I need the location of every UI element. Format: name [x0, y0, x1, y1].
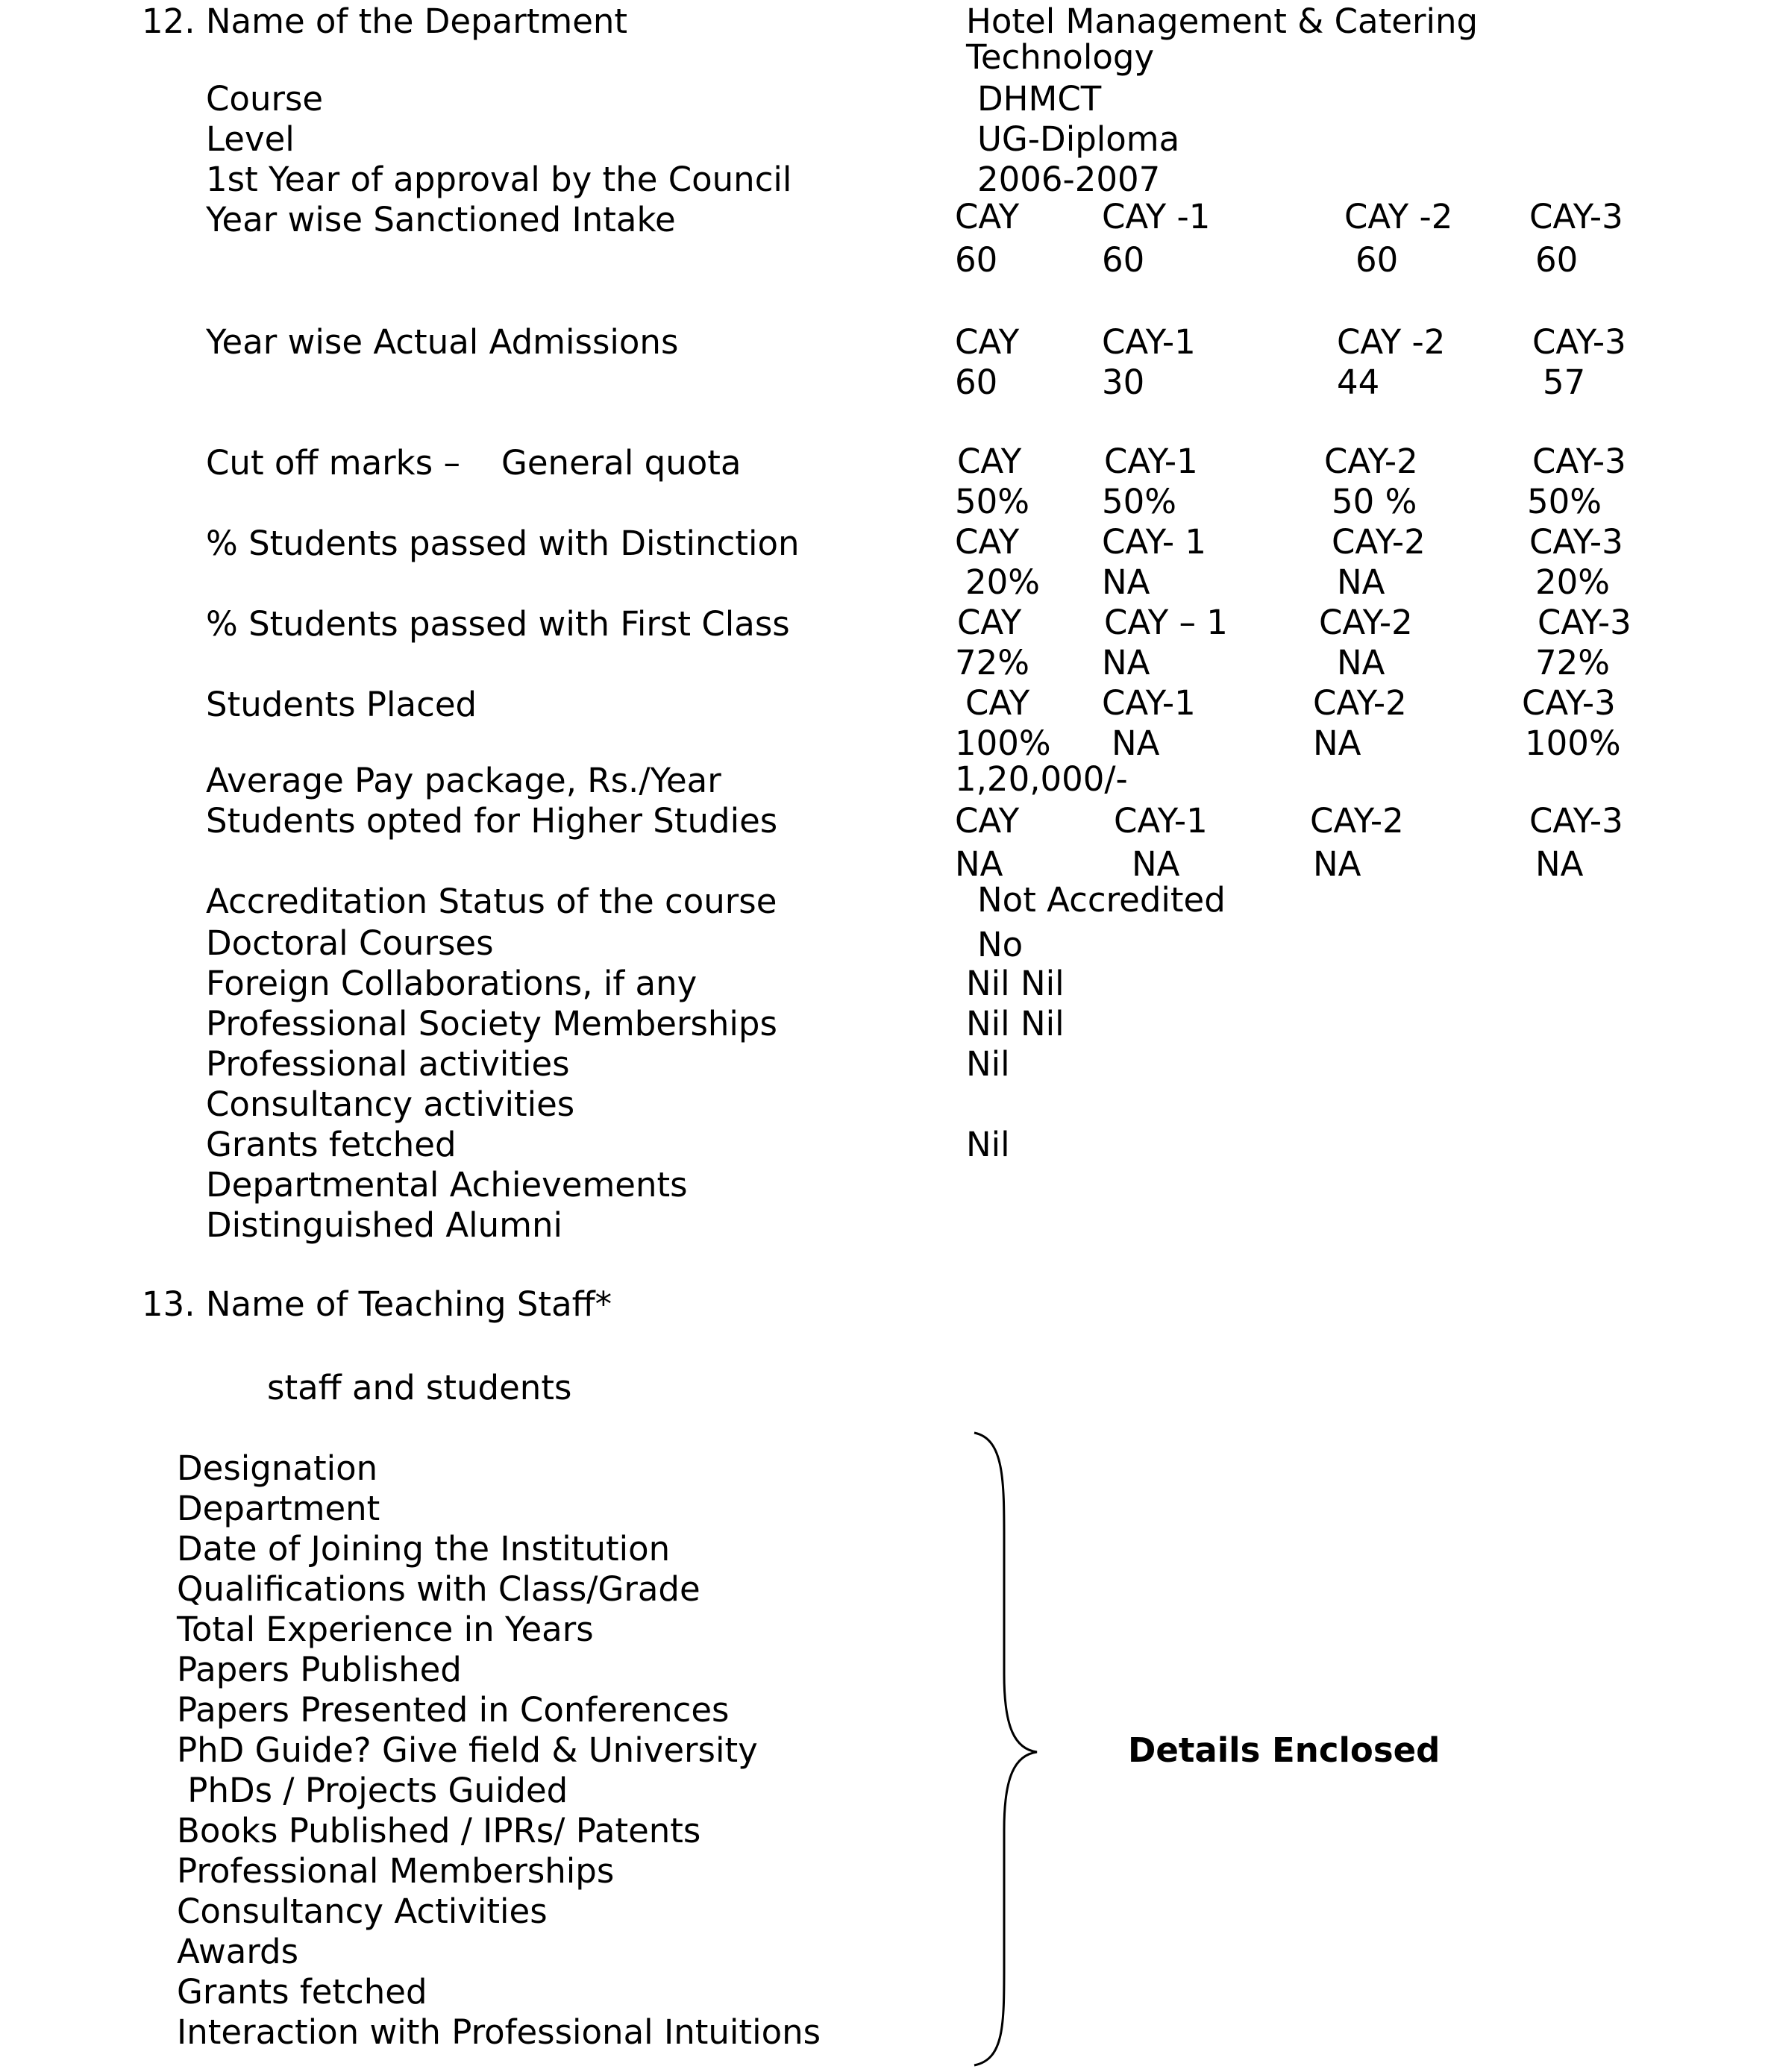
cutoff-header: CAY-3 — [1532, 442, 1626, 481]
distinction-value: NA — [1102, 562, 1150, 602]
doctoral-courses-value: No — [977, 925, 1024, 964]
staff-item: Designation — [177, 1448, 378, 1488]
staff-item: Papers Published — [177, 1650, 462, 1689]
first-class-header: CAY — [957, 603, 1022, 642]
first-class-value: NA — [1102, 643, 1150, 682]
intake-value: 60 — [1535, 240, 1579, 280]
right-brace — [962, 1428, 1044, 2070]
intake-value: 60 — [1355, 240, 1399, 280]
higher-studies-header: CAY-1 — [1114, 801, 1208, 841]
staff-item: Total Experience in Years — [177, 1610, 594, 1649]
details-enclosed: Details Enclosed — [1128, 1730, 1441, 1770]
staff-item: Awards — [177, 1932, 299, 1971]
course-label: Course — [206, 79, 324, 119]
intake-header: CAY -1 — [1102, 197, 1211, 236]
intake-header: CAY-3 — [1529, 197, 1623, 236]
consultancy-activities-label: Consultancy activities — [206, 1084, 575, 1124]
distinction-value: NA — [1337, 562, 1385, 602]
placed-header: CAY-2 — [1313, 683, 1407, 723]
cutoff-sub-label: General quota — [501, 443, 742, 483]
admissions-value: 30 — [1102, 362, 1145, 402]
actual-admissions-label: Year wise Actual Admissions — [206, 322, 679, 362]
staff-item: PhD Guide? Give field & University — [177, 1730, 758, 1770]
distinction-header: CAY- 1 — [1102, 522, 1207, 562]
cutoff-value: 50% — [955, 482, 1030, 521]
level-value: UG-Diploma — [977, 119, 1180, 159]
cutoff-header: CAY — [957, 442, 1022, 481]
placed-header: CAY-3 — [1522, 683, 1616, 723]
cutoff-header: CAY-2 — [1324, 442, 1418, 481]
higher-studies-value: NA — [955, 844, 1003, 884]
higher-studies-header: CAY-3 — [1529, 801, 1623, 841]
distinguished-alumni-label: Distinguished Alumni — [206, 1205, 563, 1245]
department-name-line1: Hotel Management & Catering — [966, 1, 1479, 41]
admissions-value: 44 — [1337, 362, 1380, 402]
departmental-achievements-label: Departmental Achievements — [206, 1165, 688, 1205]
first-class-header: CAY – 1 — [1104, 603, 1228, 642]
doctoral-courses-label: Doctoral Courses — [206, 923, 494, 963]
society-memberships-value: Nil Nil — [966, 1004, 1065, 1043]
section-13-subtitle: staff and students — [267, 1368, 572, 1407]
first-class-value: NA — [1337, 643, 1385, 682]
staff-item: Qualifications with Class/Grade — [177, 1569, 700, 1609]
distinction-value: 20% — [965, 562, 1041, 602]
higher-studies-value: NA — [1535, 844, 1584, 884]
section-13-title: 13. Name of Teaching Staff* — [142, 1284, 612, 1324]
admissions-value: 60 — [955, 362, 998, 402]
distinction-header: CAY — [955, 522, 1020, 562]
first-class-value: 72% — [1535, 643, 1611, 682]
society-memberships-label: Professional Society Memberships — [206, 1004, 777, 1043]
section-12-title: 12. Name of the Department — [142, 1, 628, 41]
intake-value: 60 — [955, 240, 998, 280]
first-class-header: CAY-2 — [1319, 603, 1413, 642]
course-value: DHMCT — [977, 79, 1102, 119]
intake-value: 60 — [1102, 240, 1145, 280]
staff-item: Papers Presented in Conferences — [177, 1690, 730, 1730]
placed-header: CAY-1 — [1102, 683, 1196, 723]
first-class-header: CAY-3 — [1538, 603, 1631, 642]
higher-studies-header: CAY-2 — [1310, 801, 1404, 841]
higher-studies-value: NA — [1132, 844, 1180, 884]
staff-item: Professional Memberships — [177, 1851, 615, 1891]
admissions-value: 57 — [1543, 362, 1586, 402]
staff-item: Department — [177, 1489, 380, 1528]
admissions-header: CAY -2 — [1337, 322, 1446, 362]
higher-studies-value: NA — [1313, 844, 1361, 884]
higher-studies-header: CAY — [955, 801, 1020, 841]
staff-item: PhDs / Projects Guided — [177, 1771, 568, 1810]
students-placed-label: Students Placed — [206, 685, 477, 724]
pay-package-value: 1,20,000/- — [955, 759, 1128, 799]
cutoff-header: CAY-1 — [1104, 442, 1198, 481]
cutoff-value: 50% — [1527, 482, 1602, 521]
approval-year-value: 2006-2007 — [977, 160, 1161, 199]
admissions-header: CAY-3 — [1532, 322, 1626, 362]
department-name-line2: Technology — [966, 37, 1155, 77]
staff-item: Consultancy Activities — [177, 1892, 548, 1931]
intake-header: CAY — [955, 197, 1020, 236]
approval-year-label: 1st Year of approval by the Council — [206, 160, 792, 199]
distinction-label: % Students passed with Distinction — [206, 524, 800, 563]
placed-value: NA — [1313, 723, 1361, 763]
distinction-header: CAY-2 — [1332, 522, 1426, 562]
cutoff-value: 50% — [1102, 482, 1177, 521]
first-class-label: % Students passed with First Class — [206, 604, 790, 644]
professional-activities-value: Nil — [966, 1044, 1010, 1084]
higher-studies-label: Students opted for Higher Studies — [206, 801, 778, 841]
placed-header: CAY — [965, 683, 1030, 723]
grants-fetched-label: Grants fetched — [206, 1125, 457, 1164]
sanctioned-intake-label: Year wise Sanctioned Intake — [206, 200, 676, 239]
grants-fetched-value: Nil — [966, 1125, 1010, 1164]
professional-activities-label: Professional activities — [206, 1044, 570, 1084]
cutoff-label: Cut off marks – — [206, 443, 460, 483]
foreign-collaborations-label: Foreign Collaborations, if any — [206, 964, 698, 1003]
placed-value: NA — [1112, 723, 1160, 763]
accreditation-value: Not Accredited — [977, 880, 1226, 920]
level-label: Level — [206, 119, 295, 159]
admissions-header: CAY — [955, 322, 1020, 362]
distinction-value: 20% — [1535, 562, 1611, 602]
placed-value: 100% — [1525, 723, 1621, 763]
foreign-collaborations-value: Nil Nil — [966, 964, 1065, 1003]
staff-item: Books Published / IPRs/ Patents — [177, 1811, 701, 1850]
cutoff-value: 50 % — [1332, 482, 1417, 521]
placed-value: 100% — [955, 723, 1051, 763]
admissions-header: CAY-1 — [1102, 322, 1196, 362]
staff-item: Grants fetched — [177, 1972, 427, 2012]
accreditation-label: Accreditation Status of the course — [206, 882, 777, 921]
staff-item: Date of Joining the Institution — [177, 1529, 671, 1569]
staff-item: Interaction with Professional Intuitions — [177, 2012, 821, 2052]
first-class-value: 72% — [955, 643, 1030, 682]
intake-header: CAY -2 — [1344, 197, 1453, 236]
pay-package-label: Average Pay package, Rs./Year — [206, 761, 721, 800]
distinction-header: CAY-3 — [1529, 522, 1623, 562]
